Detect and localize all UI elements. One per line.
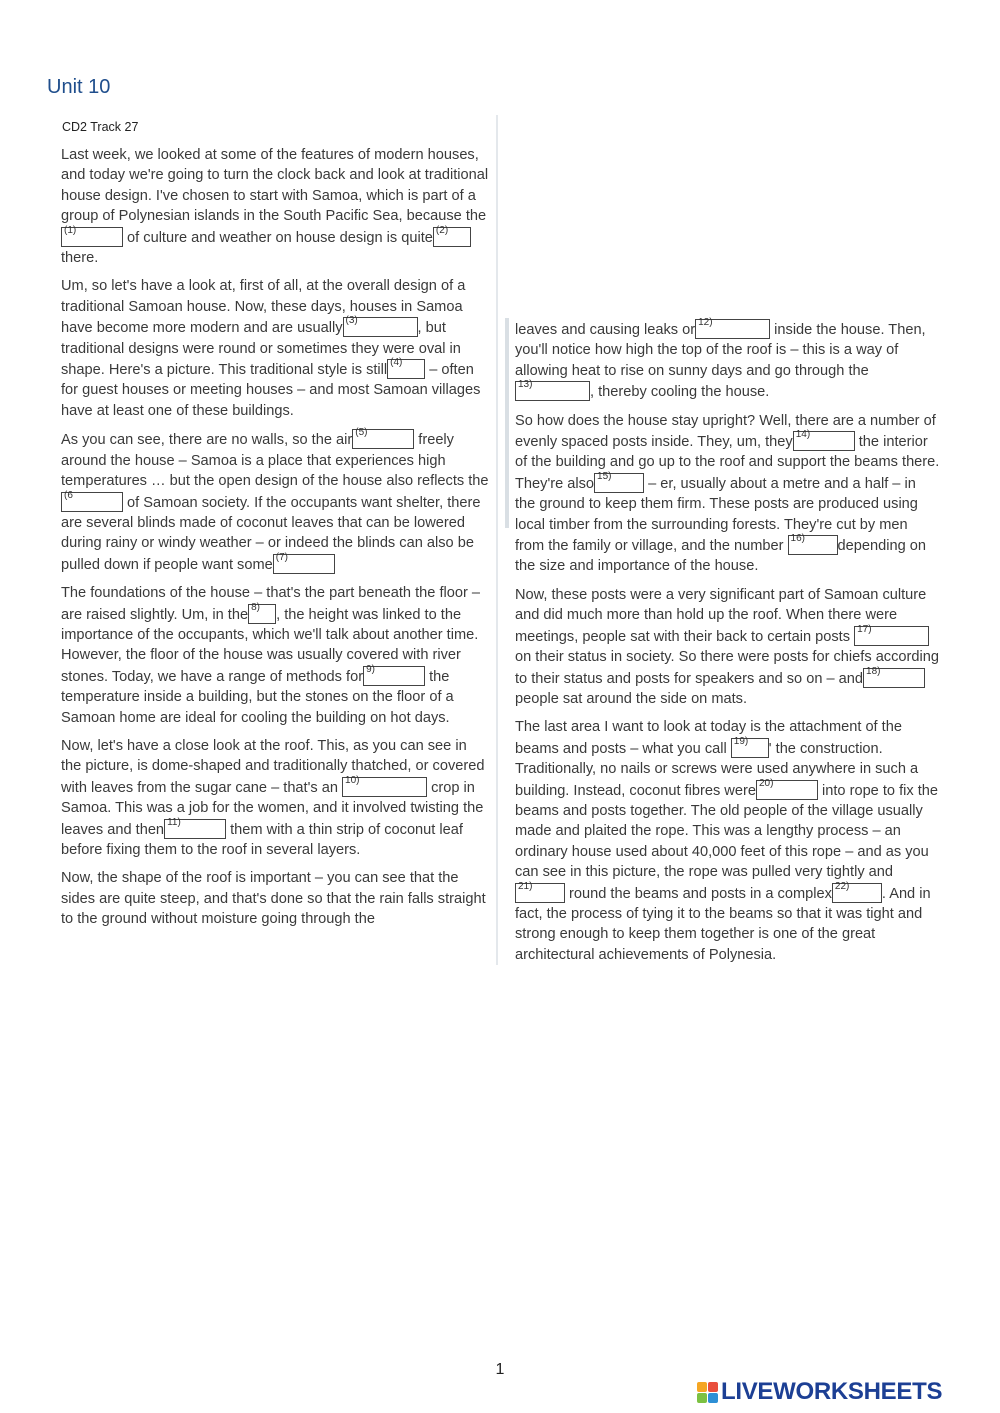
gap-input-7[interactable]: (7) xyxy=(273,554,335,574)
page-spine-shadow xyxy=(505,318,509,528)
gap-input-19[interactable]: 19) xyxy=(731,738,769,758)
gap-input-14[interactable]: 14) xyxy=(793,431,855,451)
gap-input-8[interactable]: 8) xyxy=(248,604,276,624)
paragraph-10: The last area I want to look at today is the attachment of the beams and posts – what you call 19) ' the construction. Traditionally, no nails or screws were used anywhere in such a building. Instead, coconut fibres were 20) into rope to fix the beams and posts together. The old people of the village usually made and plaited the rope. This was a lengthy process – an ordinary house used about 40,000 feet of this rope – and as you can see in this picture, the rope was pulled very tightly and 21) round the beams and posts in a complex 22) . And in fact, the process of tying it to the beams so that it was tight and strong enough to keep them together is one of the great architectural achievements of Polynesia. xyxy=(515,719,939,963)
unit-title: Unit 10 xyxy=(47,76,111,98)
brand-name: LIVEWORKSHEETS xyxy=(721,1378,943,1405)
gap-input-18[interactable]: 18) xyxy=(863,668,925,688)
gap-input-17[interactable]: 17) xyxy=(854,626,929,646)
gap-input-22[interactable]: 22) xyxy=(832,883,882,903)
paragraph-9: Now, these posts were a very significant part of Samoan culture and did much more than hold up the roof. When there were meetings, people sat with their back to certain posts 17) on their status in society. So there were posts for chiefs according to their status and posts for speakers and so on – and 18) people sat around the side on mats. xyxy=(515,586,939,707)
paragraph-2: Um, so let's have a look at, first of all, at the overall design of a traditional Samoan house. Now, these days, houses in Samoa have become more modern and are usually (3) , but traditional designs were round or sometimes they were oval in shape. Here's a picture. This traditional style is still (4) – often for guest houses or meeting houses – and most Samoan villages have at least one of these buildings. xyxy=(61,278,481,419)
liveworksheets-logo-icon xyxy=(697,1382,718,1403)
liveworksheets-brand[interactable] xyxy=(697,1380,942,1404)
gap-input-15[interactable]: 15) xyxy=(594,473,644,493)
paragraph-4: The foundations of the house – that's the part beneath the floor – are raised slightly. Um, in the 8) , the height was linked to the importance of the occupants, which we'll talk about another time. However, the floor of the house was usually covered with river stones. Today, we have a range of methods for 9) the temperature inside a building, but the stones on the floor of a Samoan home are ideal for cooling the building on hot days. xyxy=(61,585,481,726)
gap-input-21[interactable]: 21) xyxy=(515,883,565,903)
gap-input-11[interactable]: 11) xyxy=(164,819,226,839)
gap-input-2[interactable]: (2) xyxy=(433,227,471,247)
paragraph-1: Last week, we looked at some of the features of modern houses, and today we're going to turn the clock back and look at traditional house design. I've chosen to start with Samoa, which is part of a group of Polynesian islands in the South Pacific Sea, because the (1) of culture and weather on house design is quite (2) there. xyxy=(61,147,489,267)
track-label: CD2 Track 27 xyxy=(62,120,139,134)
paragraph-3: As you can see, there are no walls, so the air (5) freely around the house – Samoa is a place that experiences high temperatures … but the open design of the house also reflects the (6 of Samoan society. If the occupants want shelter, there are several blinds made of coconut leaves that can be lowered during rainy or windy weather – or indeed the blinds can also be pulled down if people want some (7) xyxy=(61,427,489,573)
gap-input-9[interactable]: 9) xyxy=(363,666,425,686)
column-divider xyxy=(496,115,498,965)
gap-input-1[interactable]: (1) xyxy=(61,227,123,247)
gap-input-10[interactable]: 10) xyxy=(342,777,427,797)
gap-input-16[interactable]: 16) xyxy=(788,535,838,555)
gap-input-3[interactable]: (3) xyxy=(343,317,418,337)
paragraph-8: So how does the house stay upright? Well, there are a number of evenly spaced posts inside. They, um, they 14) the interior of the building and go up to the roof and support the beams there. They're also 15) – er, usually about a metre and a half – in the ground to keep them firm. These posts are produced using local timber from the surrounding forests. They're cut by men from the family or village, and the number 16) depending on the size and importance of the house. xyxy=(515,412,940,575)
right-column xyxy=(515,319,940,973)
paragraph-6: Now, the shape of the roof is important – you can see that the sides are quite steep, and that's done so that the rain falls straight to the ground without moisture going through the xyxy=(61,870,486,928)
gap-input-4[interactable]: (4) xyxy=(387,359,425,379)
gap-input-20[interactable]: 20) xyxy=(756,780,818,800)
left-column xyxy=(61,145,489,938)
paragraph-7: leaves and causing leaks or 12) inside the house. Then, you'll notice how high the top of the roof is – this is a way of allowing heat to rise on sunny days and go through the 13) , thereby cooling the house. xyxy=(515,317,926,401)
gap-input-5[interactable]: (5) xyxy=(352,429,414,449)
gap-input-6[interactable]: (6 xyxy=(61,492,123,512)
page-number: 1 xyxy=(495,1361,505,1378)
gap-input-13[interactable]: 13) xyxy=(515,381,590,401)
gap-input-12[interactable]: 12) xyxy=(695,319,770,339)
paragraph-5: Now, let's have a close look at the roof. This, as you can see in the picture, is dome-shaped and traditionally thatched, or covered with leaves from the sugar cane – that's an 10) crop in Samoa. This was a job for the women, and it involved twisting the leaves and then 11) them with a thin strip of coconut leaf before fixing them to the roof in several layers. xyxy=(61,737,485,858)
